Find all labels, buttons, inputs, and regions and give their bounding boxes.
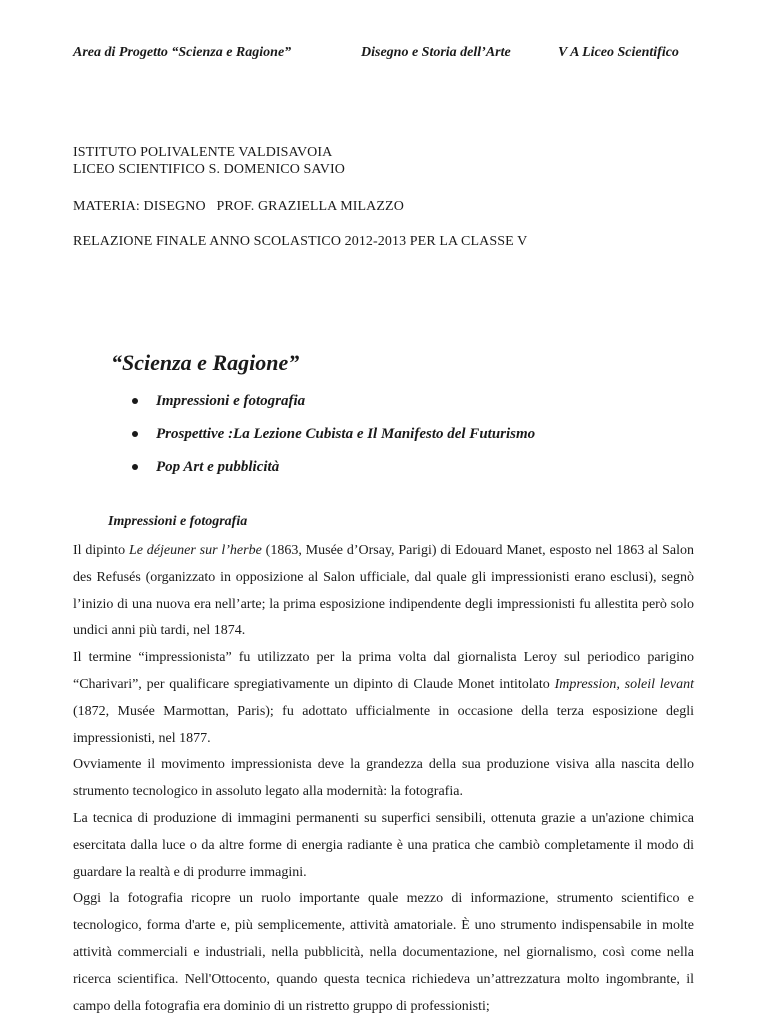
artwork-title: Le déjeuner sur l’herbe [128, 543, 262, 558]
report-title: RELAZIONE FINALE ANNO SCOLASTICO 2012-2013 PER LA CLASSE V [73, 234, 528, 249]
project-title: “Scienza e Ragione” [111, 350, 300, 375]
header-project: Area di Progetto “Scienza e Ragione” [73, 45, 292, 60]
topic-list [130, 390, 535, 489]
paragraph-text: Il termine “impressionista” fu utilizzato per la prima volta dal giornalista Leroy sul periodico parigino “Charivari”, per qualificare spregiativamente un dipinto di Claude Monet intitolato [73, 650, 694, 692]
paragraph-text: Il dipinto [73, 543, 129, 558]
paragraph [73, 538, 694, 645]
artwork-title: Impression, soleil levant [554, 676, 694, 692]
paragraph: Oggi la fotografia ricopre un ruolo importante quale mezzo di informazione, strumento scientifico e tecnologico, forma d'arte e, più semplicemente, attività amatoriale. È uno strumento indispensabile in molte attività commerciali e industriali, nella pubblicità, nella documentazione, nel giornalismo, così come nella ricerca scientifica. Nell'Ottocento, quando questa tecnica richiedeva un’attrezzatura molto ingombrante, il campo della fotografia era dominio di un ristretto gruppo di professionisti; [73, 891, 694, 1014]
bullet-icon [132, 431, 138, 437]
topic-label: Prospettive :La Lezione Cubista e Il Manifesto del Futurismo [156, 426, 536, 442]
header-class: V A Liceo Scientifico [558, 45, 679, 60]
paragraph: La tecnica di produzione di immagini permanenti su superfici sensibili, ottenuta grazie a un'azione chimica esercitata dalla luce o da altre forme di energia radiante è una pratica che cambiò completamente il modo di guardare la realtà e di produrre immagini. [73, 810, 694, 880]
subject-teacher: MATERIA: DISEGNO PROF. GRAZIELLA MILAZZO [73, 199, 404, 214]
topic-label: Impressioni e fotografia [156, 393, 306, 409]
paragraph-text: (1863, Musée d’Orsay, Parigi) di Edouard Manet, esposto nel 1863 al Salon des Refusés (organizzato in opposizione al Salon ufficiale, dal quale gli impressionisti erano esclusi), segnò l’inizio di una nuova era nell’arte; la prima esposizione indipendente degli impressionisti fu allestita però solo undici anni più tardi, nel 1874. [73, 543, 694, 639]
header-subject: Disegno e Storia dell’Arte [361, 45, 511, 60]
list-item [130, 456, 535, 489]
section-heading: Impressioni e fotografia [108, 514, 248, 529]
list-item [130, 390, 535, 423]
institute-name: ISTITUTO POLIVALENTE VALDISAVOIA [73, 145, 333, 160]
paragraph [73, 645, 694, 752]
paragraph: Ovviamente il movimento impressionista deve la grandezza della sua produzione visiva alla nascita dello strumento tecnologico in assoluto legato alla modernità: la fotografia. [73, 757, 694, 800]
bullet-icon [132, 398, 138, 404]
bullet-icon [132, 464, 138, 470]
list-item [130, 423, 535, 456]
school-name: LICEO SCIENTIFICO S. DOMENICO SAVIO [73, 162, 345, 177]
body-text [73, 538, 694, 1020]
topic-label: Pop Art e pubblicità [156, 459, 280, 475]
paragraph-text: (1872, Musée Marmottan, Paris); fu adottato ufficialmente in occasione della terza esposizione degli impressionisti, nel 1877. [73, 703, 694, 746]
